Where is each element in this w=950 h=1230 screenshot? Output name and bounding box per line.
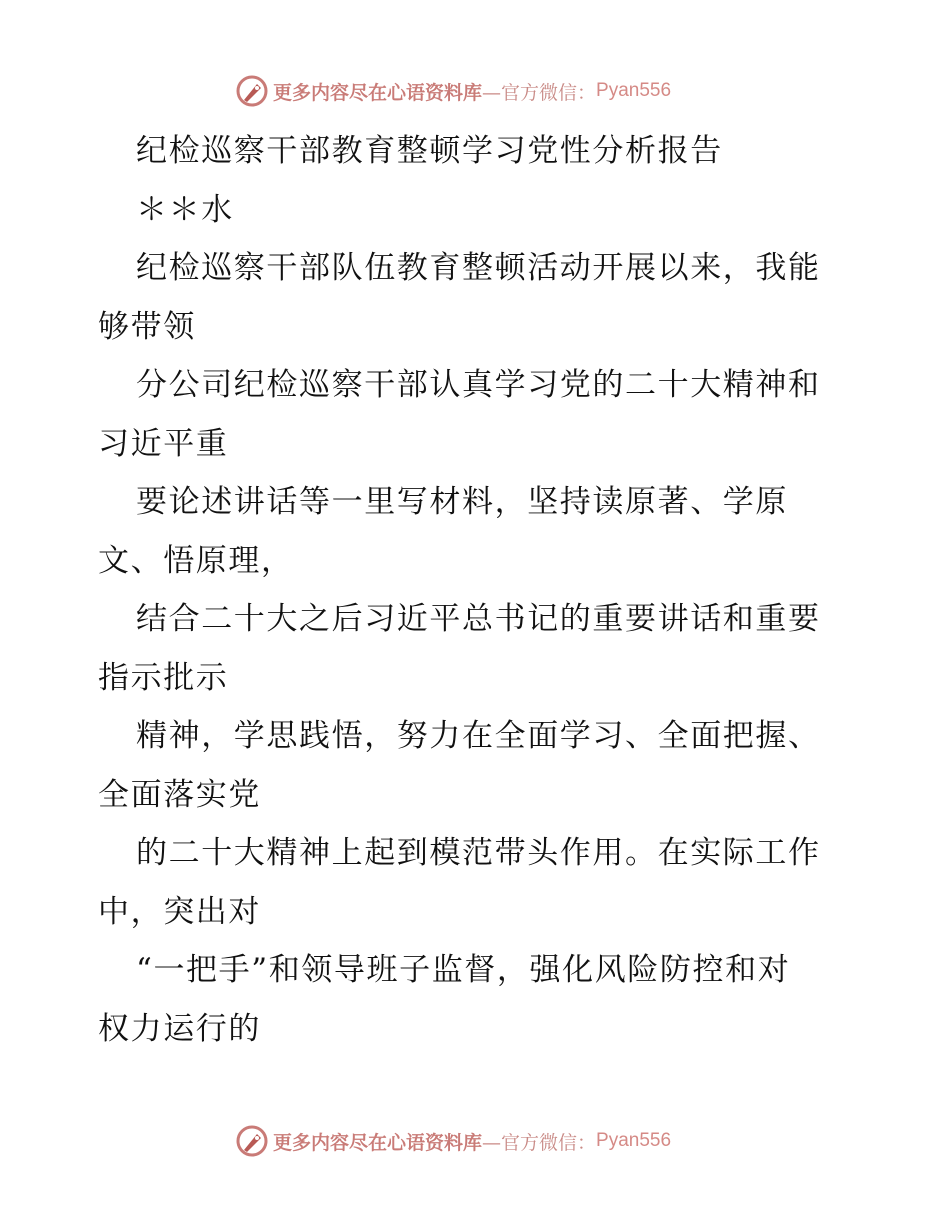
text-line: 精神，学思践悟，努力在全面学习、全面把握、	[136, 718, 821, 754]
text-line: 纪检巡察干部队伍教育整顿活动开展以来，我能	[136, 250, 821, 286]
watermark-contact-id: Pyan556	[596, 1130, 672, 1151]
text-line: 习近平重	[98, 425, 229, 462]
footer-watermark	[235, 1124, 671, 1158]
document-author: ＊＊水	[136, 191, 234, 228]
header-watermark	[235, 74, 671, 108]
text-line: 全面落实党	[98, 776, 261, 813]
watermark-brand: 更多内容尽在心语资料库	[273, 81, 483, 104]
text-line: 分公司纪检巡察干部认真学习党的二十大精神和	[136, 367, 821, 403]
pen-nib-logo-icon	[235, 74, 269, 108]
text-line: 指示批示	[98, 659, 229, 696]
text-line: 权力运行的	[98, 1010, 261, 1047]
text-line: 结合二十大之后习近平总书记的重要讲话和重要	[136, 601, 821, 637]
watermark-contact-label: —官方微信：	[482, 81, 597, 104]
pen-nib-logo-icon	[235, 1124, 269, 1158]
watermark-brand: 更多内容尽在心语资料库	[273, 1131, 483, 1154]
text-line: 的二十大精神上起到模范带头作用。在实际工作	[136, 835, 821, 871]
document-title: 纪检巡察干部教育整顿学习党性分析报告	[136, 133, 723, 169]
text-line: “一把手”和领导班子监督，强化风险防控和对	[136, 952, 791, 988]
text-line: 要论述讲话等一里写材料，坚持读原著、学原	[136, 484, 788, 520]
document-text	[98, 122, 858, 1058]
text-line: 够带领	[98, 308, 196, 345]
text-line: 中，突出对	[98, 893, 261, 930]
text-line: 文、悟原理，	[98, 542, 294, 579]
watermark-contact-label: —官方微信：	[482, 1131, 597, 1154]
document-body	[98, 122, 858, 1058]
watermark-contact-id: Pyan556	[596, 80, 672, 101]
